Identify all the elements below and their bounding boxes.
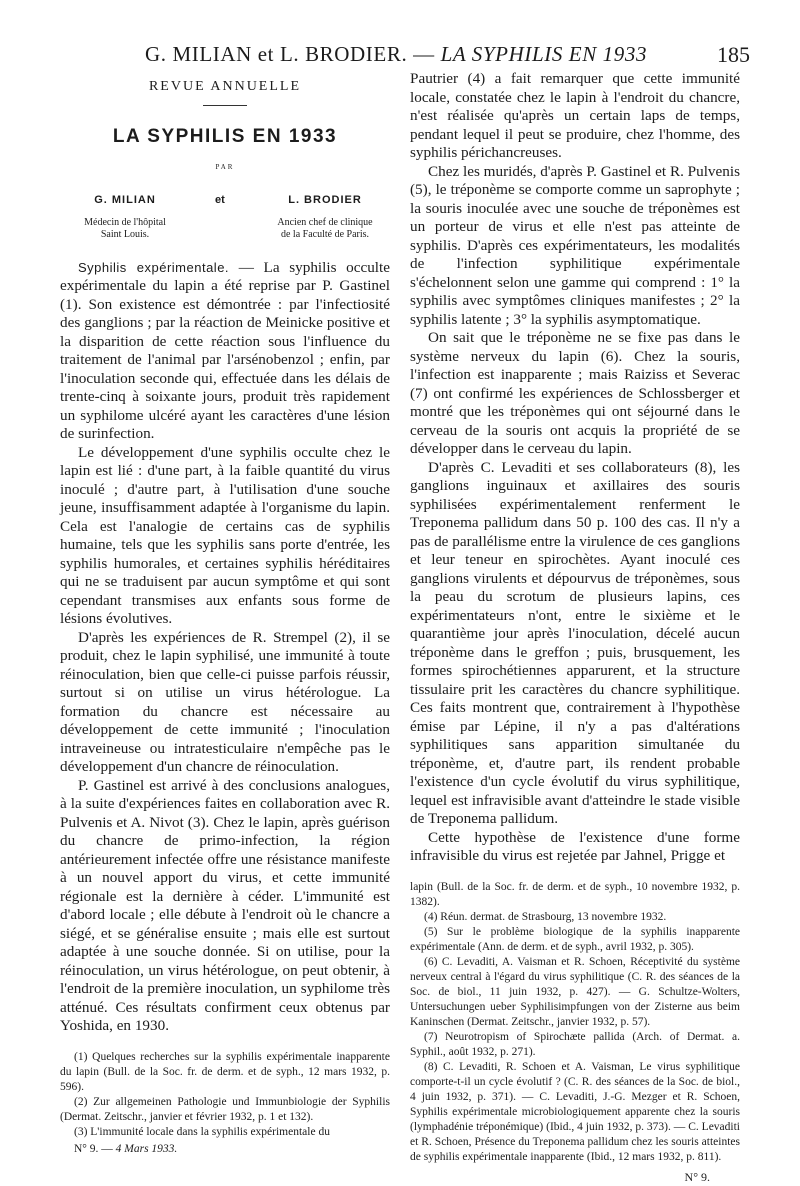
- title-rule: [203, 105, 247, 106]
- paragraph: D'après C. Levaditi et ses collaborateurs (8), les ganglions inguinaux et axillaires des souris syphilisées expérimentalement renferment le Treponema pallidum dans 50 p. 100 des cas. Il n'y a pas de parallélisme entre la virulence de ces ganglions et leur teneur en spirochètes. Ayant inoculé ces ganglions virulents et dépourvus de tréponèmes, sous la peau du scrotum de plusieurs lapins, ces expérimentateurs n'ont, entre le sixième et le quarantième jour après l'inoculation, décelé aucun tréponème dans le greffon ; puis, brusquement, les formes spirochétiennes apparurent, et la structure tissulaire prit les caractères du chancre syphilitique. Ces faits montrent que, contrairement à l'hypothèse émise par Lépine, il n'y a pas d'altérations syphilitiques sans apparition simultanée du tréponème, et, d'autre part, ils rendent probable l'existence d'un cycle évolutif du virus syphilitique, lequel est infravisible avant d'atteindre le stade visible de Treponema pallidum.: [410, 459, 740, 829]
- footnote: (2) Zur allgemeinen Pathologie und Immunbiologie der Syphilis (Dermat. Zeitschr., janvier et février 1932, p. 1 et 132).: [60, 1095, 390, 1125]
- signature-line: N° 9. — 4 Mars 1933.: [74, 1142, 390, 1157]
- paragraph: Chez les muridés, d'après P. Gastinel et R. Pulvenis (5), le tréponème se comporte comme un saprophyte ; la souris inoculée avec une souche de tréponèmes est un porteur de virus et elle n'est pas atteinte de syphilis. D'après ces expérimentateurs, les modalités de l'infection syphilitique expérimentale s'échelonnent selon une gamme qui comprend : 1° la syphilis avec symptômes cliniques manifestes ; 2° la syphilis latente ; 3° la syphilis asymptomatique.: [410, 163, 740, 330]
- footnote: (6) C. Levaditi, A. Vaisman et R. Schoen, Réceptivité du système nerveux central à l'égard du virus syphilitique (C. R. des séances de la Soc. de biol., 11 juin 1932, p. 427). — G. Schultze-Wolters, Untersuchungen ueber Syphilisimpfungen von der Zisterne aus beim Kaninschen (Dermat. Zeitschr., janvier 1932, p. 57).: [410, 955, 740, 1030]
- author-block: [60, 191, 390, 251]
- paragraph: Cette hypothèse de l'existence d'une forme infravisible du virus est rejetée par Jahnel, Prigge et: [410, 829, 740, 866]
- author-affiliation: Médecin de l'hôpital Saint Louis.: [60, 217, 190, 241]
- byline-par: PAR: [60, 158, 390, 177]
- footnote: (5) Sur le problème biologique de la syphilis inapparente expérimentale (Ann. de derm. et de syph., avril 1932, p. 305).: [410, 925, 740, 955]
- author-affiliation: Ancien chef de clinique de la Faculté de Paris.: [260, 217, 390, 241]
- running-title: [145, 42, 647, 67]
- running-header: [0, 38, 800, 68]
- footnote-continuation: lapin (Bull. de la Soc. fr. de derm. et de syph., 10 novembre 1932, p. 1382).: [410, 880, 740, 910]
- paragraph: Syphilis expérimentale. — La syphilis occulte expérimentale du lapin a été reprise par P. Gastinel (1). Son existence est démontrée : par l'infectiosité des ganglions ; par la réaction de Meinicke positive et la disparition de cette réaction sous l'influence du traitement de l'animal par l'arsénobenzol ; enfin, par l'inoculation seconde qui, effectuée dans les délais de trente-cinq à soixante jours, produit très rapidement un syphilome ulcéré ayant les caractères d'une lésion de surinfection.: [60, 259, 390, 444]
- section-runin-heading: Syphilis expérimentale.: [78, 260, 229, 275]
- author-milian: [60, 191, 190, 242]
- footnote: (4) Réun. dermat. de Strasbourg, 13 novembre 1932.: [410, 910, 740, 925]
- right-column: [410, 70, 740, 1186]
- paragraph: D'après les expériences de R. Strempel (2), il se produit, chez le lapin syphilisé, une immunité à toute réinoculation, bien que celle-ci puisse parfois réussir, surtout si on utilise un virus hétérologue. La formation du chancre est nécessaire au développement de cette immunité ; l'inoculation intraveineuse ou intratesticulaire n'empêche pas le développement d'un chancre de réinoculation.: [60, 629, 390, 777]
- section-kicker: REVUE ANNUELLE: [60, 78, 390, 97]
- paragraph: P. Gastinel est arrivé à des conclusions analogues, à la suite d'expériences faites en collaboration avec R. Pulvenis et A. Nivot (3). Chez le lapin, après guérison du chancre de primo-infection, la région antérieurement infectée offre une résistance manifeste à un nouvel apport du virus, et cette immunité régionale est la dernière à céder. L'immunité est d'abord locale ; elle débute à l'endroit où le chancre a siégé, et se généralise ensuite ; mais elle est surtout adaptée à une souche donnée. Si on utilise, pour la réinoculation, un virus hétérologue, on peut obtenir, à l'endroit de la première inoculation, un syphilome très atténué. Ces résultats confirment ceux obtenus par Yoshida, en 1930.: [60, 777, 390, 1036]
- running-dash: —: [407, 42, 440, 66]
- footnote: (8) C. Levaditi, R. Schoen et A. Vaisman, Le virus syphilitique comporte-t-il un cycle évolutif ? (C. R. des séances de la Soc. de biol., 4 juin 1932, p. 371). — C. Levaditi, J.-G. Mezger et R. Schoen, Syphilis expérimentale microbiologiquement apparente chez la souris (lymphadénie tréponémique) (Ibid., 4 juin 1932, p. 373). — C. Levaditi et R. Schoen, Présence du Treponema pallidum chez les souris atteintes de syphilis expérimentale inapparente (Ibid., 12 mars 1932, p. 811).: [410, 1060, 740, 1165]
- footnote-separator: [60, 1036, 390, 1050]
- footnote: (1) Quelques recherches sur la syphilis expérimentale inapparente du lapin (Bull. de la Soc. fr. de derm. et de syph., 12 mars 1932, p. 596).: [60, 1050, 390, 1095]
- paragraph: On sait que le tréponème ne se fixe pas dans le système nerveux du lapin (6). Chez la souris, l'infection est inapparente ; mais Raiziss et Severac (7) ont confirmé les expériences de Schlossberger et montré que les tréponèmes qui ont séjourné dans le cerveau de la souris ont acquis la propriété de se développer dans le cerveau du lapin.: [410, 329, 740, 459]
- author-name: L. BRODIER: [260, 191, 390, 210]
- paragraph: Le développement d'une syphilis occulte chez le lapin est lié : d'une part, à la faible quantité du virus inoculé ; d'autre part, à l'utilisation d'une souche jeune, insuffisamment adaptée à l'organisme du lapin. Cela est l'analogie de certains cas de syphilis humaine, tels que les syphilis sans porte d'entrée, les syphilis humorales, et certaines syphilis héréditaires qui ne se traduisent par aucun symptôme et qui sont cependant transmises aux enfants sous forme de lésions évolutives.: [60, 444, 390, 629]
- page-number: 185: [717, 42, 750, 68]
- left-column: [60, 76, 390, 1157]
- article-title: LA SYPHILIS EN 1933: [60, 128, 390, 147]
- paragraph: Pautrier (4) a fait remarquer que cette immunité locale, constatée chez le lapin à l'endroit du chancre, n'est réalisée qu'après un certain laps de temps, pendant lequel il peut se produire, chez l'homme, des syphilis périchancreuses.: [410, 70, 740, 163]
- running-authors: G. MILIAN et L. BRODIER.: [145, 42, 407, 66]
- author-brodier: [260, 191, 390, 242]
- footnote: (3) L'immunité locale dans la syphilis expérimentale du: [60, 1125, 390, 1140]
- footnote: (7) Neurotropism of Spirochæte pallida (Arch. of Dermat. a. Syphil., août 1932, p. 271).: [410, 1030, 740, 1060]
- running-article-title: LA SYPHILIS EN 1933: [441, 42, 647, 66]
- signature-number: N° 9.: [410, 1168, 740, 1186]
- footnote-separator: [410, 866, 740, 880]
- author-name: G. MILIAN: [60, 191, 190, 210]
- author-conjunction: et: [215, 191, 225, 210]
